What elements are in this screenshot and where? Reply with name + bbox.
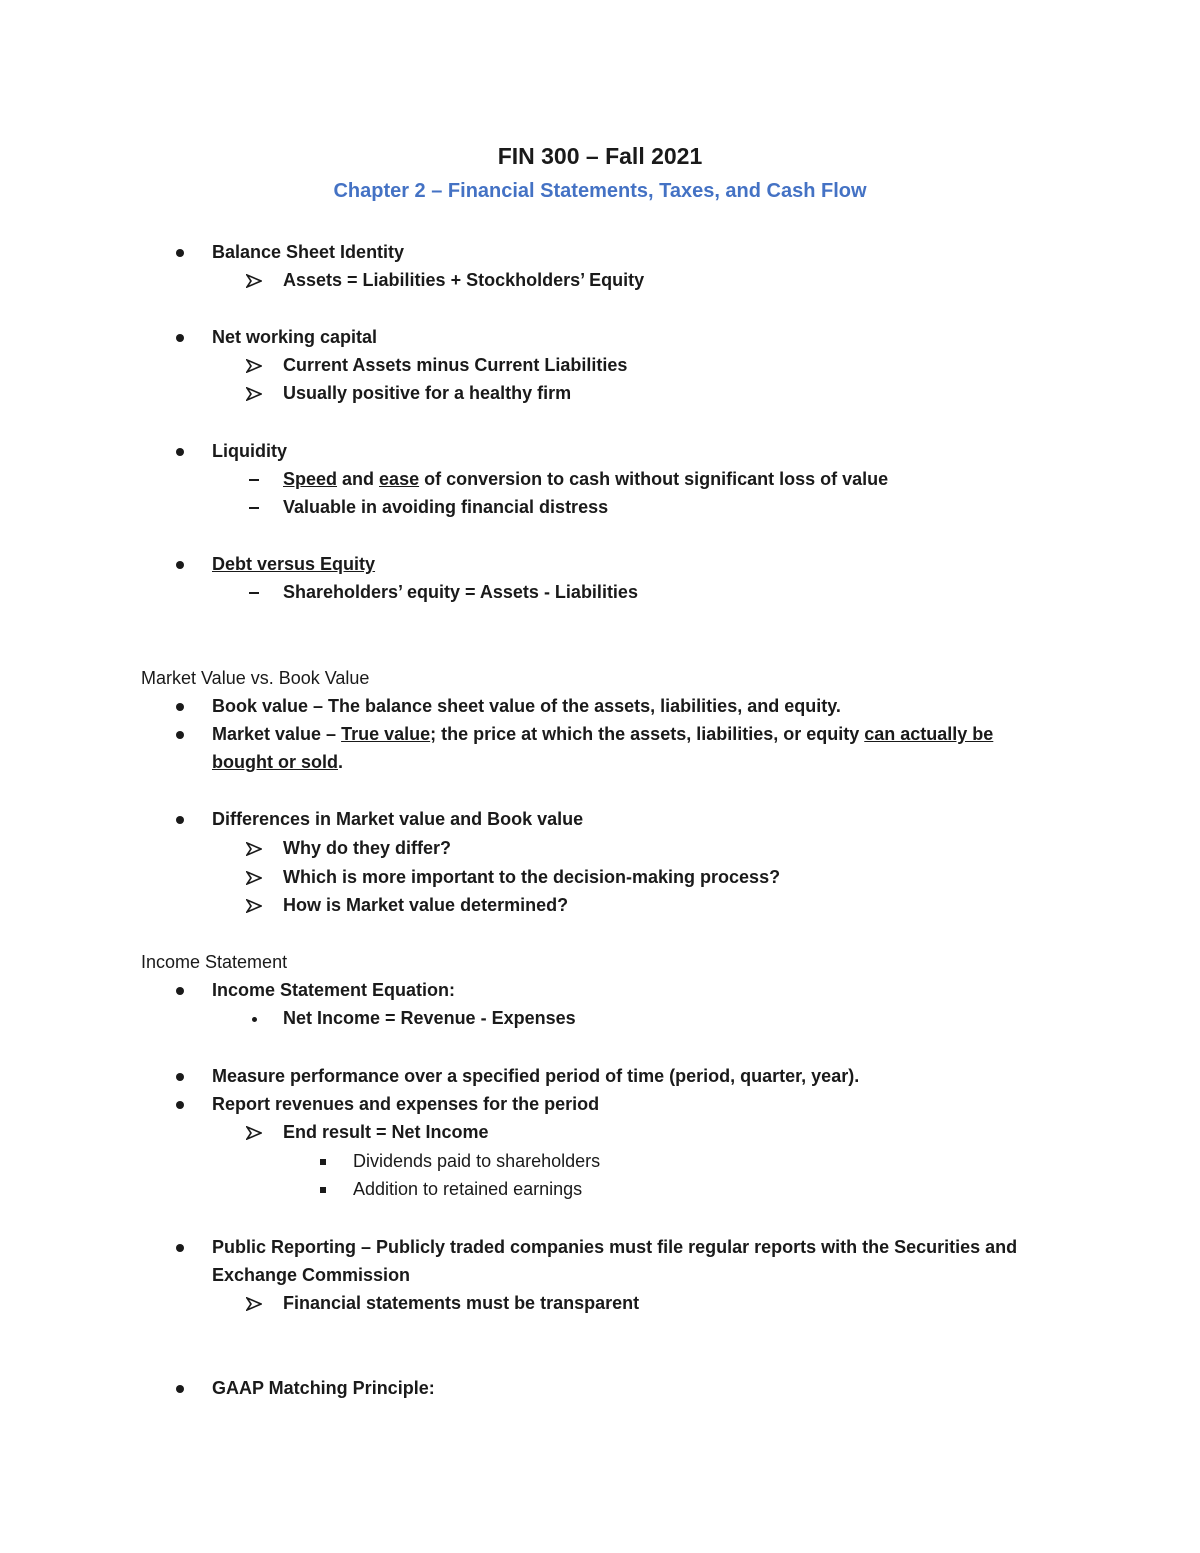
bullet-dot xyxy=(170,695,190,717)
bullet-dot xyxy=(170,1093,190,1115)
arrow-bullet-icon xyxy=(244,837,264,859)
report-revenues: Report revenues and expenses for the period xyxy=(212,1094,600,1114)
bullet-dot xyxy=(170,1236,190,1258)
square-bullet xyxy=(313,1150,333,1172)
dash-bullet xyxy=(244,581,264,603)
public-reporting-cont: Exchange Commission xyxy=(212,1265,411,1285)
arrow-bullet-icon xyxy=(244,354,264,376)
page-subtitle: Chapter 2 – Financial Statements, Taxes, and Cash Flow xyxy=(333,180,867,202)
question-item: Which is more important to the decision-making process? xyxy=(283,867,781,887)
arrow-bullet-icon xyxy=(244,382,264,404)
market-value-definition: Market value – True value; the price at which the assets, liabilities, or equity can actually be xyxy=(212,724,994,744)
section-heading-income: Income Statement xyxy=(141,952,288,972)
liquidity-item: Valuable in avoiding financial distress xyxy=(283,497,609,517)
debt-equity-item: Shareholders’ equity = Assets - Liabilities xyxy=(283,582,638,602)
liquidity-definition: Speed and ease of conversion to cash without significant loss of value xyxy=(283,469,889,489)
transparent-statements: Financial statements must be transparent xyxy=(283,1293,640,1313)
liquidity-heading: Liquidity xyxy=(212,441,287,461)
bullet-dot xyxy=(170,723,190,745)
gaap-heading: GAAP Matching Principle: xyxy=(212,1378,435,1398)
bullet-dot xyxy=(170,979,190,1001)
bullet-dot xyxy=(170,326,190,348)
income-equation: Net Income = Revenue - Expenses xyxy=(283,1008,576,1028)
net-income-use: Dividends paid to shareholders xyxy=(353,1151,601,1171)
bullet-dot xyxy=(170,440,190,462)
arrow-bullet-icon xyxy=(244,1121,264,1143)
balance-sheet-heading: Balance Sheet Identity xyxy=(212,242,405,262)
nwc-item: Current Assets minus Current Liabilities xyxy=(283,355,628,375)
question-item: Why do they differ? xyxy=(283,838,451,858)
page-title: FIN 300 – Fall 2021 xyxy=(497,143,703,169)
bullet-dot xyxy=(170,553,190,575)
bullet-dot xyxy=(170,1065,190,1087)
end-result: End result = Net Income xyxy=(283,1122,489,1142)
bullet-dot xyxy=(170,808,190,830)
bullet-dot xyxy=(170,241,190,263)
differences-heading: Differences in Market value and Book value xyxy=(212,809,584,829)
arrow-bullet-icon xyxy=(244,1292,264,1314)
bullet-dot xyxy=(170,1377,190,1399)
square-bullet xyxy=(313,1178,333,1200)
question-item: How is Market value determined? xyxy=(283,895,569,915)
nwc-item: Usually positive for a healthy firm xyxy=(283,383,572,403)
public-reporting: Public Reporting – Publicly traded companies must file regular reports with the Securities and xyxy=(212,1237,1018,1257)
nwc-heading: Net working capital xyxy=(212,327,378,347)
net-income-use: Addition to retained earnings xyxy=(353,1179,583,1199)
arrow-bullet-icon xyxy=(244,866,264,888)
dash-bullet xyxy=(244,468,264,490)
market-value-definition-cont: bought or sold. xyxy=(212,752,343,772)
book-value-definition: Book value – The balance sheet value of the assets, liabilities, and equity. xyxy=(212,696,841,716)
debt-equity-heading: Debt versus Equity xyxy=(212,554,376,574)
dash-bullet xyxy=(244,496,264,518)
balance-sheet-identity: Assets = Liabilities + Stockholders’ Equity xyxy=(283,270,645,290)
section-heading-market-book: Market Value vs. Book Value xyxy=(141,668,370,688)
income-eq-heading: Income Statement Equation: xyxy=(212,980,456,1000)
measure-performance: Measure performance over a specified period of time (period, quarter, year). xyxy=(212,1066,860,1086)
arrow-bullet-icon xyxy=(244,894,264,916)
arrow-bullet-icon xyxy=(244,269,264,291)
small-bullet-dot xyxy=(244,1007,264,1029)
